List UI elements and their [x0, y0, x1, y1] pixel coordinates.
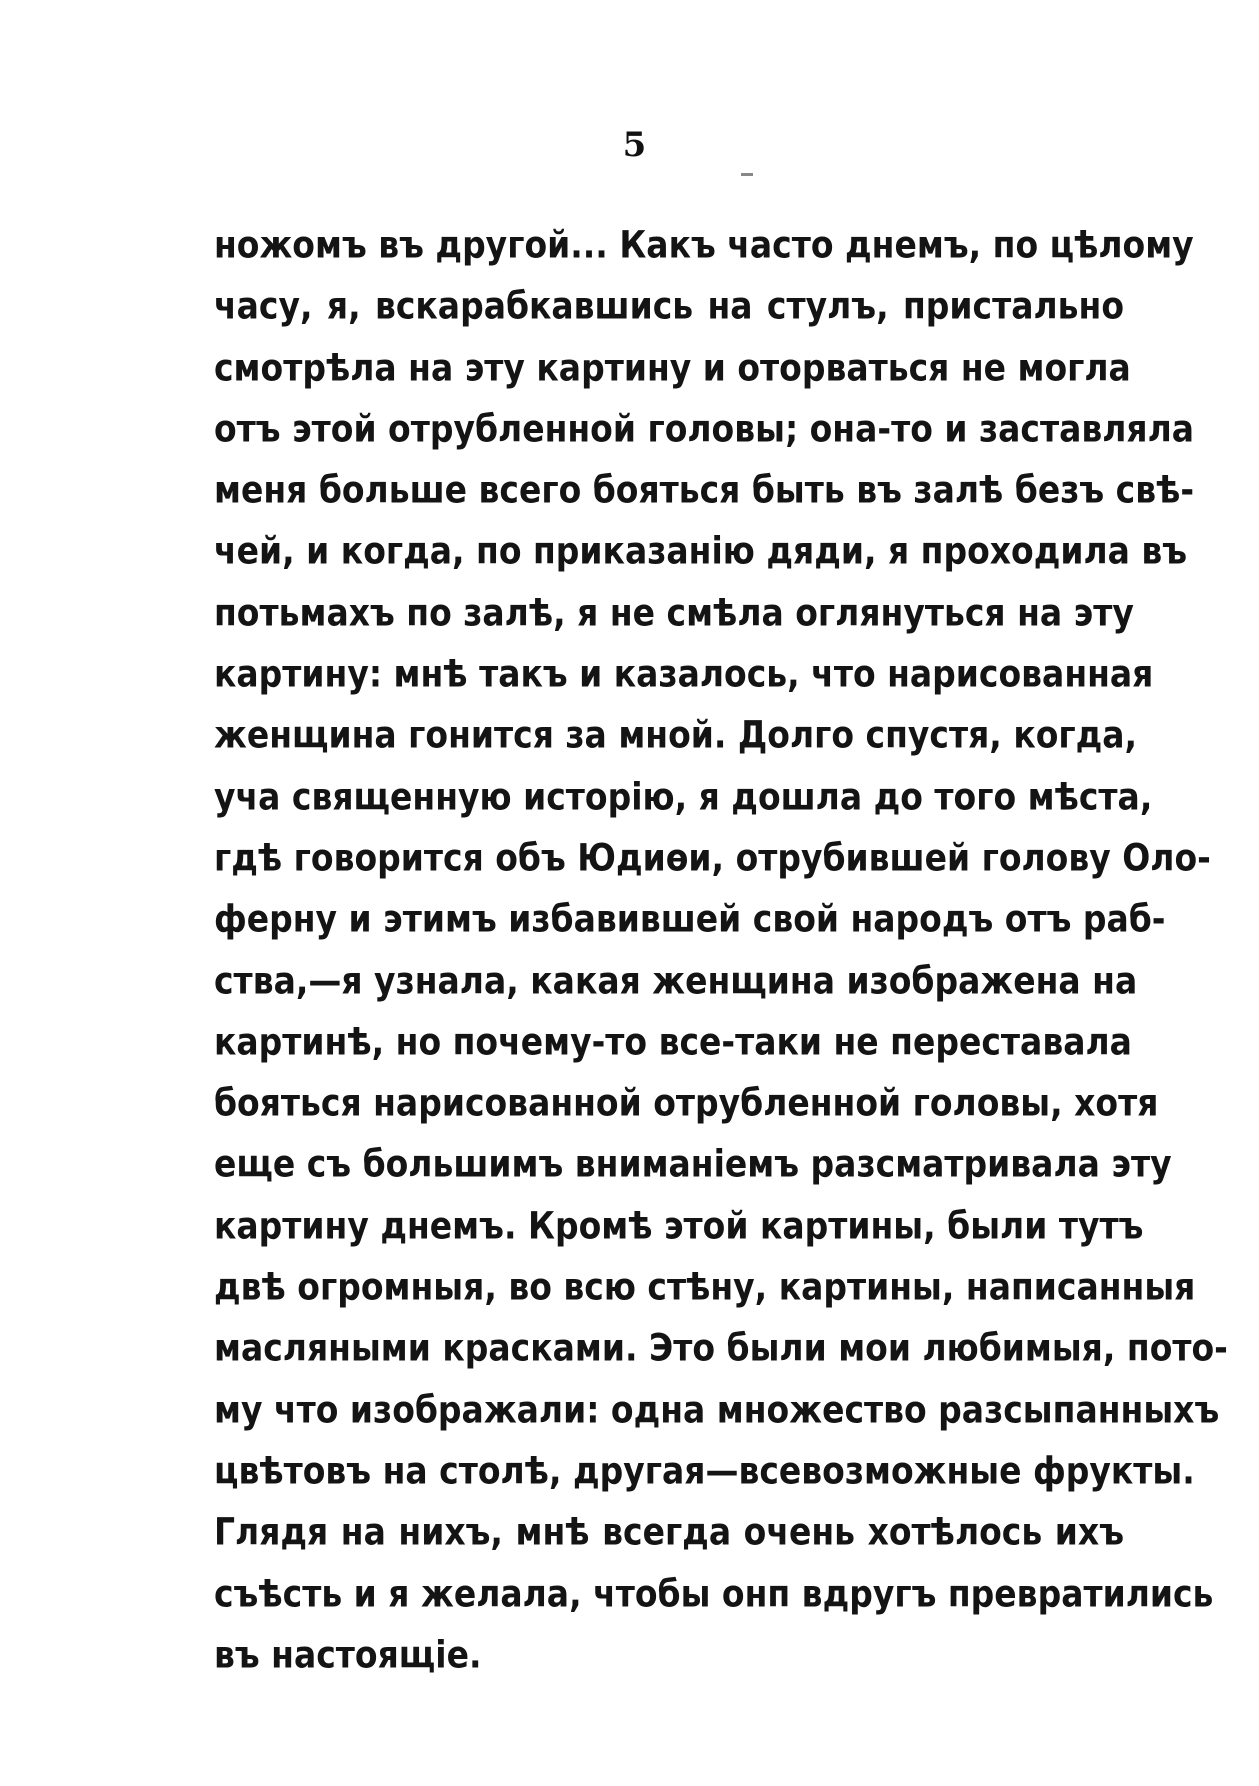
text-line: гдѣ говорится объ Юдиѳи, отрубившей голову Оло- — [214, 835, 1211, 880]
text-line: му что изображали: одна множество разсыпанныхъ — [214, 1387, 1220, 1431]
ink-mark — [741, 173, 753, 176]
text-line: потьмахъ по залѣ, я не смѣла оглянуться на эту — [214, 590, 1134, 635]
text-line: ножомъ въ другой... Какъ часто днемъ, по цѣлому — [214, 222, 1194, 267]
text-line: ферну и этимъ избавившей свой народъ отъ раб- — [214, 896, 1166, 941]
text-line: меня больше всего бояться быть въ залѣ безъ свѣ- — [214, 467, 1195, 512]
text-line: въ настоящіе. — [214, 1632, 482, 1677]
text-line: бояться нарисованной отрубленной головы, хотя — [214, 1080, 1159, 1125]
text-line: масляными красками. Это были мои любимыя, пото- — [214, 1325, 1228, 1370]
text-line: женщина гонится за мной. Долго спустя, когда, — [214, 713, 1138, 757]
text-line: двѣ огромныя, во всю стѣну, картины, написанныя — [214, 1264, 1196, 1309]
text-line: картину: мнѣ такъ и казалось, что нарисованная — [214, 651, 1154, 696]
text-line: чей, и когда, по приказанію дяди, я проходила въ — [214, 529, 1188, 573]
text-line: смотрѣла на эту картину и оторваться не могла — [214, 345, 1131, 389]
text-line: картину днемъ. Кромѣ этой картины, были тутъ — [214, 1203, 1144, 1248]
text-line: отъ этой отрубленной головы; она-то и заставляла — [214, 406, 1195, 451]
text-line: еще съ большимъ вниманіемъ разсматривала эту — [214, 1142, 1172, 1186]
text-line: картинѣ, но почему-то все-таки не переставала — [214, 1019, 1132, 1064]
page-number: 5 — [622, 125, 647, 165]
text-line: Глядя на нихъ, мнѣ всегда очень хотѣлось ихъ — [214, 1509, 1124, 1554]
text-line: ства,—я узнала, какая женщина изображена на — [214, 958, 1138, 1002]
text-line: цвѣтовъ на столѣ, другая—всевозможные фрукты. — [214, 1448, 1195, 1493]
body-text — [214, 214, 1228, 1685]
text-line: уча священную исторію, я дошла до того мѣста, — [214, 774, 1153, 818]
text-line: съѣсть и я желала, чтобы онп вдругъ превратились — [214, 1571, 1214, 1615]
text-line: часу, я, вскарабкавшись на стулъ, пристально — [214, 283, 1124, 328]
